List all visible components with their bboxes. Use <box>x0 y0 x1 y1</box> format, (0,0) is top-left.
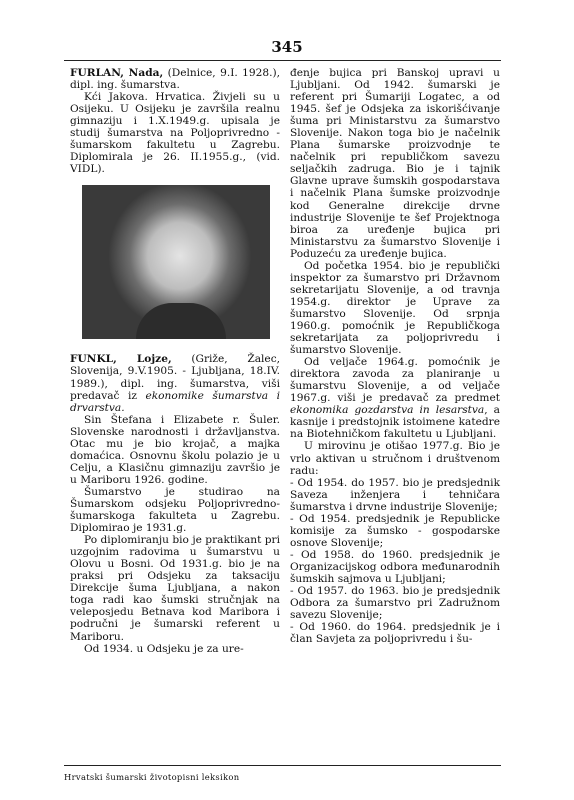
right-column <box>290 67 500 645</box>
activity-list-item: - Od 1954. predsjednik je Republicke komisije za šumsko - gospodarske osnove Slovenije; <box>290 512 500 549</box>
funkl-paragraph-4: Od 1934. u Odsjeku je za ure- <box>84 642 244 655</box>
header-rule <box>64 60 501 61</box>
entry-furlan-meta: (Delnice, 9.I. 1928.), dipl. ing. šumarstva. <box>70 67 281 92</box>
page-number: 345 <box>271 38 303 56</box>
entry-furlan-body: Kći Jakova. Hrvatica. Živjeli su u Osijeku. U Osijeku je završila realnu gimnaziju i 1.X.1949.g. upisala je studij šumarstva na Poljoprivredno - šumarskom fakultetu u Zagrebu. Diplomirala je 26. II.1955.g., (vid. VIDL). <box>70 91 280 176</box>
p7-text-a: Od veljače 1964.g. pomoćnik je direktora zavoda za planiranje u šumarstvu Slovenije, a od veljače 1967.g. viši je predavač za predmet <box>290 356 500 405</box>
funkl-paragraph-3: Po diplomiranju bio je praktikant pri uzgojnim radovima u šumarstvu u Olovu u Bosni. Od 1931.g. bio je na praksi pri Odsjeku za taksaciju Direkcije šuma Ljubljana, a nakon toga radi kao šumski stručnjak na veleposjedu Betnava kod Maribora i područni je šumarski referent u Mariboru. <box>70 534 280 643</box>
left-column <box>70 67 280 655</box>
entry-funkl-subject: ekonomike šumarstva i drvarstva. <box>70 389 280 414</box>
funkl-paragraph-6: Od početka 1954. bio je republički inspektor za šumarstvo pri Državnom sekretarijatu Slovenije, a od travnja 1954.g. direktor je Uprave za šumarstvo Slovenije. Od srpnja 1960.g. pomoćnik je Republičkoga sekretarijata za poljoprivredu i šumarstvo Slovenije. <box>290 259 500 357</box>
footer-title: Hrvatski šumarski životopisni leksikon <box>64 772 240 782</box>
activity-list-item: - Od 1958. do 1960. predsjednik je Organizacijskog odbora međunarodnih šumskih sajmova u Ljubljani; <box>290 548 500 585</box>
funkl-paragraph-7 <box>290 356 500 440</box>
entry-funkl-meta: (Griže, Žalec, Slovenija, 9.V.1905. - Ljubljana, 18.IV. 1989.), dipl. ing. šumarstva, viši predavač iz <box>70 353 280 402</box>
p7-subject: ekonomika gozdarstva in lesarstva <box>290 404 485 417</box>
funkl-paragraph-2: Šumarstvo je studirao na Šumarskom odsjeku Poljoprivredno-šumarskoga fakulteta u Zagrebu. Diplomirao je 1931.g. <box>70 485 280 535</box>
portrait-photo <box>82 185 270 339</box>
activity-list-item: - Od 1957. do 1963. bio je predsjednik Odbora za šumarstvo pri Zadružnom savezu Slovenije; <box>290 585 500 622</box>
funkl-paragraph-5: đenje bujica pri Banskoj upravi u Ljubljani. Od 1942. šumarski je referent pri Šumariji Logatec, a od 1945. šef je Odsjeka za iskorišćivanje šuma pri Ministarstvu za šumarstvo Slovenije. Nakon toga bio je načelnik Plana šumarske proizvodnje te načelnik pri republičkom savezu seljačkih zadruga. Bio je i tajnik Glavne uprave šumskih gospodarstava i načelnik Plana šumske proizvodnje kod Generalne direkcije drvne industrije Slovenije te šef Projektnoga biroa za uređenje bujica pri Ministarstvu za šumarstvo Slovenije i Poduzeću za uređenje bujica. <box>290 67 500 260</box>
funkl-paragraph-8: U mirovinu je otišao 1977.g. Bio je vrlo aktivan u stručnom i društvenom radu: <box>290 440 500 477</box>
entry-title-furlan: FURLAN, Nada, <box>70 67 164 79</box>
activity-list-item: - Od 1960. do 1964. predsjednik je i član Savjeta za poljoprivredu i šu- <box>290 621 500 646</box>
entry-title-funkl: FUNKL, Lojze, <box>70 353 172 366</box>
entry-furlan-intro <box>70 67 280 91</box>
funkl-paragraph-1: Sin Štefana i Elizabete r. Šuler. Slovenske narodnosti i državljanstva. Otac mu je bio krojač, a majka domaćica. Osnovnu školu polazio je u Celju, a Klasičnu gimnaziju završio je u Mariboru 1926. godine. <box>70 413 280 486</box>
activity-list-item: - Od 1954. do 1957. bio je predsjednik Saveza inženjera i tehničara šumarstva i drvne industrije Slovenije; <box>290 476 500 513</box>
p7-text-b: , a kasnije i predstojnik istoimene katedre na Biotehničkom fakultetu u Ljubljani. <box>290 404 500 441</box>
entry-funkl-intro <box>70 353 280 413</box>
footer-rule <box>64 765 501 766</box>
